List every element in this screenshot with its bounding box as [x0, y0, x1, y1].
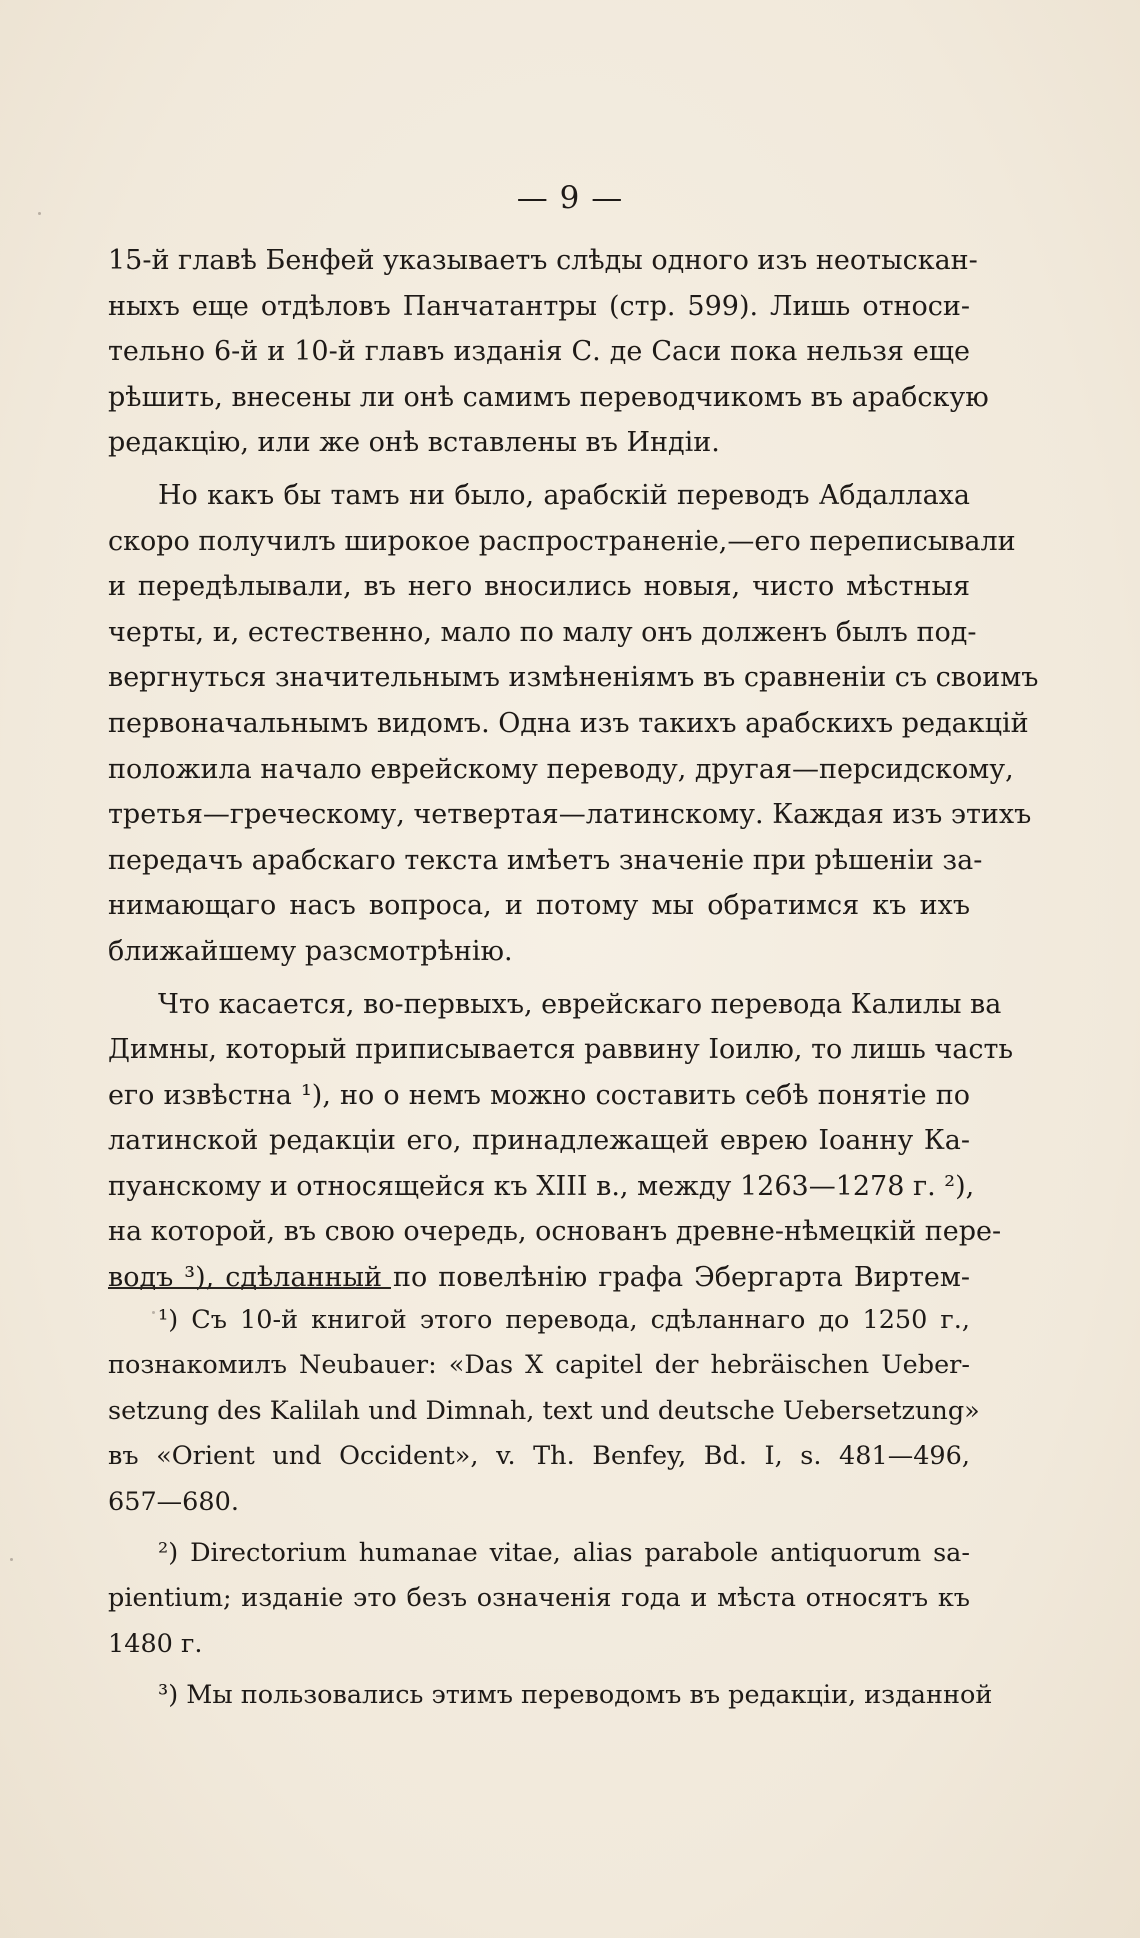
- paper-speck: [10, 1558, 13, 1561]
- text-line: водъ ³), сдѣланный по повелѣнію графа Эбергарта Виртем-: [108, 1262, 970, 1294]
- footnote-line: setzung des Kalilah und Dimnah, text und deutsche Uebersetzung»: [108, 1395, 980, 1426]
- text-line: пуанскому и относящейся къ XIII в., между 1263—1278 г. ²),: [108, 1170, 975, 1202]
- text-line: положила начало еврейскому переводу, другая—персидскому,: [108, 753, 1014, 785]
- text-line: на которой, въ свою очередь, основанъ древне-нѣмецкій пере-: [108, 1216, 1002, 1248]
- text-line: Но какъ бы тамъ ни было, арабскій переводъ Абдаллаха: [158, 479, 970, 511]
- text-line: Димны, который приписывается раввину Іоилю, то лишь часть: [108, 1034, 1014, 1066]
- footnote-line: ²) Directorium humanae vitae, alias parabole antiquorum sa-: [158, 1538, 970, 1569]
- text-line: вергнуться значительнымъ измѣненіямъ въ сравненіи съ своимъ: [108, 662, 1039, 694]
- paragraph-1: [108, 238, 989, 466]
- footnote-line: ¹) Съ 10-й книгой этого перевода, сдѣланнаго до 1250 г.,: [158, 1305, 970, 1335]
- footnote-line: въ «Orient und Occident», v. Th. Benfey, Bd. I, s. 481—496,: [108, 1441, 970, 1472]
- paragraph-3: [108, 982, 1014, 1301]
- footnote-line: ³) Мы пользовались этимъ переводомъ въ редакціи, изданной: [158, 1680, 993, 1711]
- text-line: Что касается, во-первыхъ, еврейскаго перевода Калилы ва: [158, 988, 1002, 1020]
- text-line: латинской редакціи его, принадлежащей еврею Іоанну Ка-: [108, 1125, 970, 1157]
- text-line: ближайшему разсмотрѣнію.: [108, 935, 513, 967]
- footnote-line: pientium; изданіе это безъ означенія года и мѣста относятъ къ: [108, 1583, 970, 1614]
- footnote-separator: [108, 1287, 391, 1289]
- text-line: редакцію, или же онѣ вставлены въ Индіи.: [108, 427, 720, 459]
- footnote-2: [108, 1531, 970, 1667]
- paper-speck: [38, 212, 41, 215]
- footnote-line: 1480 г.: [108, 1628, 203, 1659]
- text-line: рѣшить, внесены ли онѣ самимъ переводчикомъ въ арабскую: [108, 381, 989, 413]
- text-line: первоначальнымъ видомъ. Одна изъ такихъ арабскихъ редакцій: [108, 707, 1029, 739]
- page-number: — 9 —: [516, 180, 624, 216]
- paragraph-2: [108, 473, 1039, 975]
- text-line: третья—греческому, четвертая—латинскому. Каждая изъ этихъ: [108, 799, 1032, 831]
- text-line: 15-й главѣ Бенфей указываетъ слѣды одного изъ неотыскан-: [108, 245, 978, 276]
- text-line: и передѣлывали, въ него вносились новыя, чисто мѣстныя: [108, 571, 970, 603]
- footnote-3: [108, 1673, 993, 1718]
- text-line: его извѣстна ¹), но о немъ можно составить себѣ понятіе по: [108, 1079, 970, 1111]
- text-line: тельно 6-й и 10-й главъ изданія С. де Саси пока нельзя еще: [108, 336, 970, 368]
- footnotes: [108, 1298, 993, 1725]
- text-line: скоро получилъ широкое распространеніе,—его переписывали: [108, 525, 1016, 557]
- footnote-1: [108, 1298, 980, 1525]
- text-line: ныхъ еще отдѣловъ Панчатантры (стр. 599). Лишь относи-: [108, 290, 970, 322]
- footnote-line: познакомилъ Neubauer: «Das X capitel der hebräischen Ueber-: [108, 1350, 970, 1381]
- text-line: передачъ арабскаго текста имѣетъ значеніе при рѣшеніи за-: [108, 844, 983, 876]
- main-text: [108, 238, 1039, 1308]
- footnote-line: 657—680.: [108, 1486, 239, 1517]
- text-line: черты, и, естественно, мало по малу онъ долженъ былъ под-: [108, 616, 977, 648]
- text-line: нимающаго насъ вопроса, и потому мы обратимся къ ихъ: [108, 890, 970, 922]
- paper-speck: [152, 1311, 155, 1314]
